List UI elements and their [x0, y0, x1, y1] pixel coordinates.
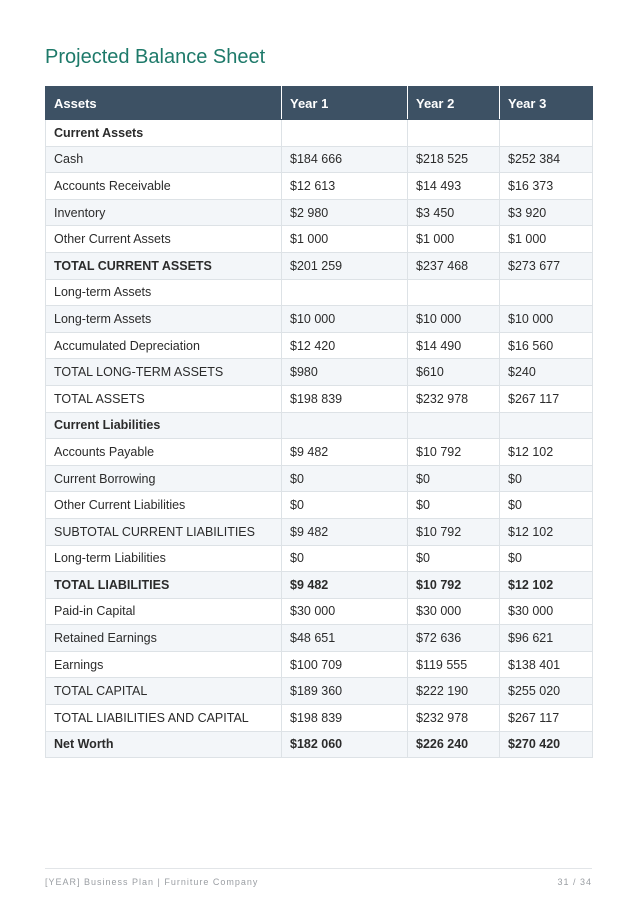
year-1-value: $2 980	[282, 199, 408, 226]
row-label: TOTAL ASSETS	[46, 385, 282, 412]
year-1-value: $0	[282, 545, 408, 572]
year-3-value: $255 020	[500, 678, 593, 705]
year-3-value: $0	[500, 492, 593, 519]
year-2-value: $222 190	[408, 678, 500, 705]
year-2-value: $1 000	[408, 226, 500, 253]
year-3-value: $138 401	[500, 651, 593, 678]
row-label: Long-term Liabilities	[46, 545, 282, 572]
year-1-value	[282, 279, 408, 306]
row-label: Retained Earnings	[46, 625, 282, 652]
year-3-value: $267 117	[500, 385, 593, 412]
year-2-value: $10 792	[408, 518, 500, 545]
table-row	[46, 146, 593, 173]
year-3-value: $16 560	[500, 332, 593, 359]
year-1-value	[282, 120, 408, 147]
year-3-value: $273 677	[500, 252, 593, 279]
year-2-value: $72 636	[408, 625, 500, 652]
year-2-value: $226 240	[408, 731, 500, 758]
table-row	[46, 332, 593, 359]
row-label: Paid-in Capital	[46, 598, 282, 625]
table-row	[46, 173, 593, 200]
table-row	[46, 306, 593, 333]
year-3-value: $12 102	[500, 439, 593, 466]
year-2-value: $237 468	[408, 252, 500, 279]
table-row	[46, 439, 593, 466]
row-label: Cash	[46, 146, 282, 173]
table-row	[46, 678, 593, 705]
year-2-value: $10 000	[408, 306, 500, 333]
row-label: Long-term Assets	[46, 279, 282, 306]
year-2-value	[408, 120, 500, 147]
header-year-1: Year 1	[282, 87, 408, 120]
table-row	[46, 492, 593, 519]
header-year-2: Year 2	[408, 87, 500, 120]
year-3-value: $1 000	[500, 226, 593, 253]
row-label: Current Assets	[46, 120, 282, 147]
year-2-value: $14 490	[408, 332, 500, 359]
year-1-value: $12 420	[282, 332, 408, 359]
table-row	[46, 518, 593, 545]
row-label: TOTAL LONG-TERM ASSETS	[46, 359, 282, 386]
year-3-value: $16 373	[500, 173, 593, 200]
year-3-value: $240	[500, 359, 593, 386]
table-row	[46, 226, 593, 253]
year-3-value: $270 420	[500, 731, 593, 758]
year-1-value: $198 839	[282, 705, 408, 732]
header-assets: Assets	[46, 87, 282, 120]
year-2-value: $0	[408, 465, 500, 492]
table-row	[46, 279, 593, 306]
table-row	[46, 412, 593, 439]
year-1-value: $9 482	[282, 439, 408, 466]
header-year-3: Year 3	[500, 87, 593, 120]
table-row	[46, 705, 593, 732]
table-row	[46, 731, 593, 758]
year-1-value: $48 651	[282, 625, 408, 652]
year-3-value: $267 117	[500, 705, 593, 732]
row-label: TOTAL LIABILITIES AND CAPITAL	[46, 705, 282, 732]
row-label: Earnings	[46, 651, 282, 678]
year-1-value: $182 060	[282, 731, 408, 758]
page-number: 31 / 34	[557, 877, 592, 887]
row-label: Other Current Liabilities	[46, 492, 282, 519]
year-3-value: $0	[500, 545, 593, 572]
year-1-value: $30 000	[282, 598, 408, 625]
year-1-value: $12 613	[282, 173, 408, 200]
row-label: Net Worth	[46, 731, 282, 758]
table-row	[46, 385, 593, 412]
row-label: TOTAL CURRENT ASSETS	[46, 252, 282, 279]
table-row	[46, 598, 593, 625]
row-label: Accumulated Depreciation	[46, 332, 282, 359]
year-1-value: $0	[282, 492, 408, 519]
row-label: Current Liabilities	[46, 412, 282, 439]
year-3-value: $30 000	[500, 598, 593, 625]
table-row	[46, 465, 593, 492]
row-label: TOTAL CAPITAL	[46, 678, 282, 705]
row-label: SUBTOTAL CURRENT LIABILITIES	[46, 518, 282, 545]
footer-divider	[45, 868, 592, 869]
year-3-value: $96 621	[500, 625, 593, 652]
row-label: Other Current Assets	[46, 226, 282, 253]
year-1-value: $189 360	[282, 678, 408, 705]
year-3-value	[500, 120, 593, 147]
table-row	[46, 625, 593, 652]
year-2-value: $3 450	[408, 199, 500, 226]
row-label: Inventory	[46, 199, 282, 226]
page-title: Projected Balance Sheet	[45, 46, 266, 68]
table-row	[46, 651, 593, 678]
year-2-value	[408, 412, 500, 439]
year-2-value: $218 525	[408, 146, 500, 173]
table-body	[46, 120, 593, 758]
year-2-value: $30 000	[408, 598, 500, 625]
year-3-value: $12 102	[500, 518, 593, 545]
balance-sheet-table	[45, 86, 593, 758]
table-row	[46, 572, 593, 599]
row-label: Long-term Assets	[46, 306, 282, 333]
year-2-value: $232 978	[408, 705, 500, 732]
year-1-value: $201 259	[282, 252, 408, 279]
year-1-value: $980	[282, 359, 408, 386]
table-row	[46, 359, 593, 386]
year-2-value: $232 978	[408, 385, 500, 412]
year-1-value: $198 839	[282, 385, 408, 412]
year-2-value: $119 555	[408, 651, 500, 678]
year-3-value: $12 102	[500, 572, 593, 599]
row-label: TOTAL LIABILITIES	[46, 572, 282, 599]
table-row	[46, 252, 593, 279]
year-1-value: $100 709	[282, 651, 408, 678]
row-label: Current Borrowing	[46, 465, 282, 492]
table-row	[46, 120, 593, 147]
year-2-value: $14 493	[408, 173, 500, 200]
table-row	[46, 545, 593, 572]
table-row	[46, 199, 593, 226]
year-1-value: $10 000	[282, 306, 408, 333]
row-label: Accounts Receivable	[46, 173, 282, 200]
year-3-value	[500, 412, 593, 439]
year-3-value: $3 920	[500, 199, 593, 226]
year-2-value: $10 792	[408, 439, 500, 466]
year-1-value: $184 666	[282, 146, 408, 173]
row-label: Accounts Payable	[46, 439, 282, 466]
year-2-value	[408, 279, 500, 306]
year-1-value	[282, 412, 408, 439]
footer-title: [YEAR] Business Plan | Furniture Company	[45, 877, 259, 887]
year-3-value: $252 384	[500, 146, 593, 173]
year-1-value: $9 482	[282, 518, 408, 545]
year-3-value: $10 000	[500, 306, 593, 333]
year-1-value: $0	[282, 465, 408, 492]
year-3-value	[500, 279, 593, 306]
year-2-value: $610	[408, 359, 500, 386]
year-3-value: $0	[500, 465, 593, 492]
year-1-value: $1 000	[282, 226, 408, 253]
table-header-row	[46, 87, 593, 120]
year-1-value: $9 482	[282, 572, 408, 599]
year-2-value: $10 792	[408, 572, 500, 599]
year-2-value: $0	[408, 545, 500, 572]
year-2-value: $0	[408, 492, 500, 519]
